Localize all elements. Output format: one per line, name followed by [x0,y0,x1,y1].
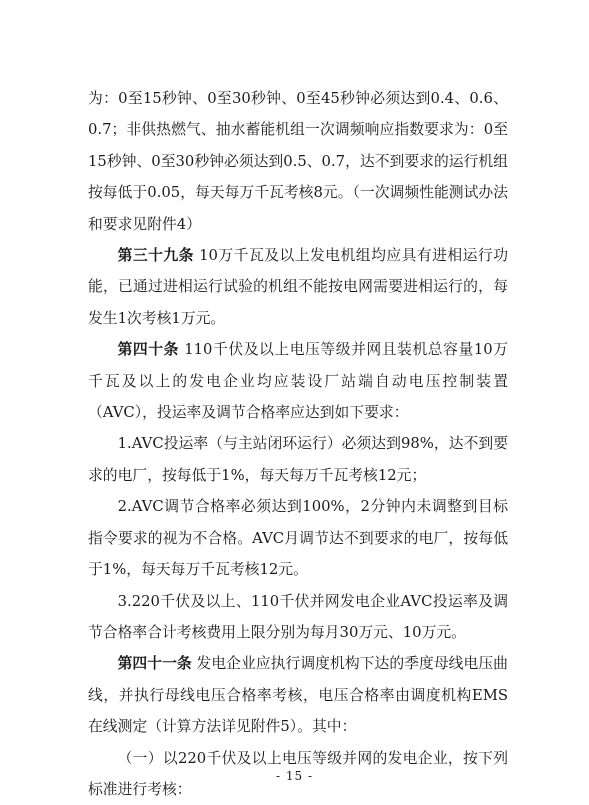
page-number: - 15 - [275,769,313,783]
paragraph-body: 3.220千伏及以上、110千伏并网发电企业AVC投运率及调节合格率合计考核费用上限分别为每月30万元、10万元。 [88,592,508,641]
list-item-1 [88,428,508,491]
article-41 [88,648,508,742]
paragraph-body: 1.AVC投运率（与主站闭环运行）必须达到98%，达不到要求的电厂，按每低于1%，每天每万千瓦考核12元； [88,435,508,484]
paragraph-body: 110千伏及以上电压等级并网且装机总容量10万千瓦及以上的发电企业均应装设厂站端自动电压控制装置（AVC），投运率及调节合格率应达到如下要求： [88,341,508,422]
paragraph-body: 为：0至15秒钟、0至30秒钟、0至45秒钟必须达到0.4、0.6、0.7；非供热燃气、抽水蓄能机组一次调频响应指数要求为：0至15秒钟、0至30秒钟必须达到0.5、0.7，达不到要求的运行机组按每低于0.05，每天每万千瓦考核8元。（一次调频性能测试办法和要求见附件4） [88,90,508,233]
paragraph-body: 2.AVC调节合格率必须达到100%，2分钟内未调整到目标指令要求的视为不合格。AVC月调节达不到要求的电厂，按每低于1%，每天每万千瓦考核12元。 [88,498,508,579]
paragraph-body: 10万千瓦及以上发电机组均应具有进相运行功能，已通过进相运行试验的机组不能按电网需要进相运行的，每发生1次考核1万元。 [88,247,508,327]
article-40 [88,334,508,428]
article-heading: 第四十条 [117,341,179,359]
paragraph-body: （一）以220千伏及以上电压等级并网的发电企业，按下列标准进行考核： [88,749,508,798]
list-item-2 [88,491,508,585]
body-text [88,83,508,805]
article-39 [88,240,508,334]
article-heading: 第三十九条 [117,247,194,265]
paragraph-continuation [88,83,508,240]
article-heading: 第四十一条 [117,655,192,673]
paragraph-body: 发电企业应执行调度机构下达的季度母线电压曲线，并执行母线电压合格率考核，电压合格率由调度机构EMS在线测定（计算方法详见附件5）。其中： [88,655,508,736]
list-item-3 [88,586,508,649]
